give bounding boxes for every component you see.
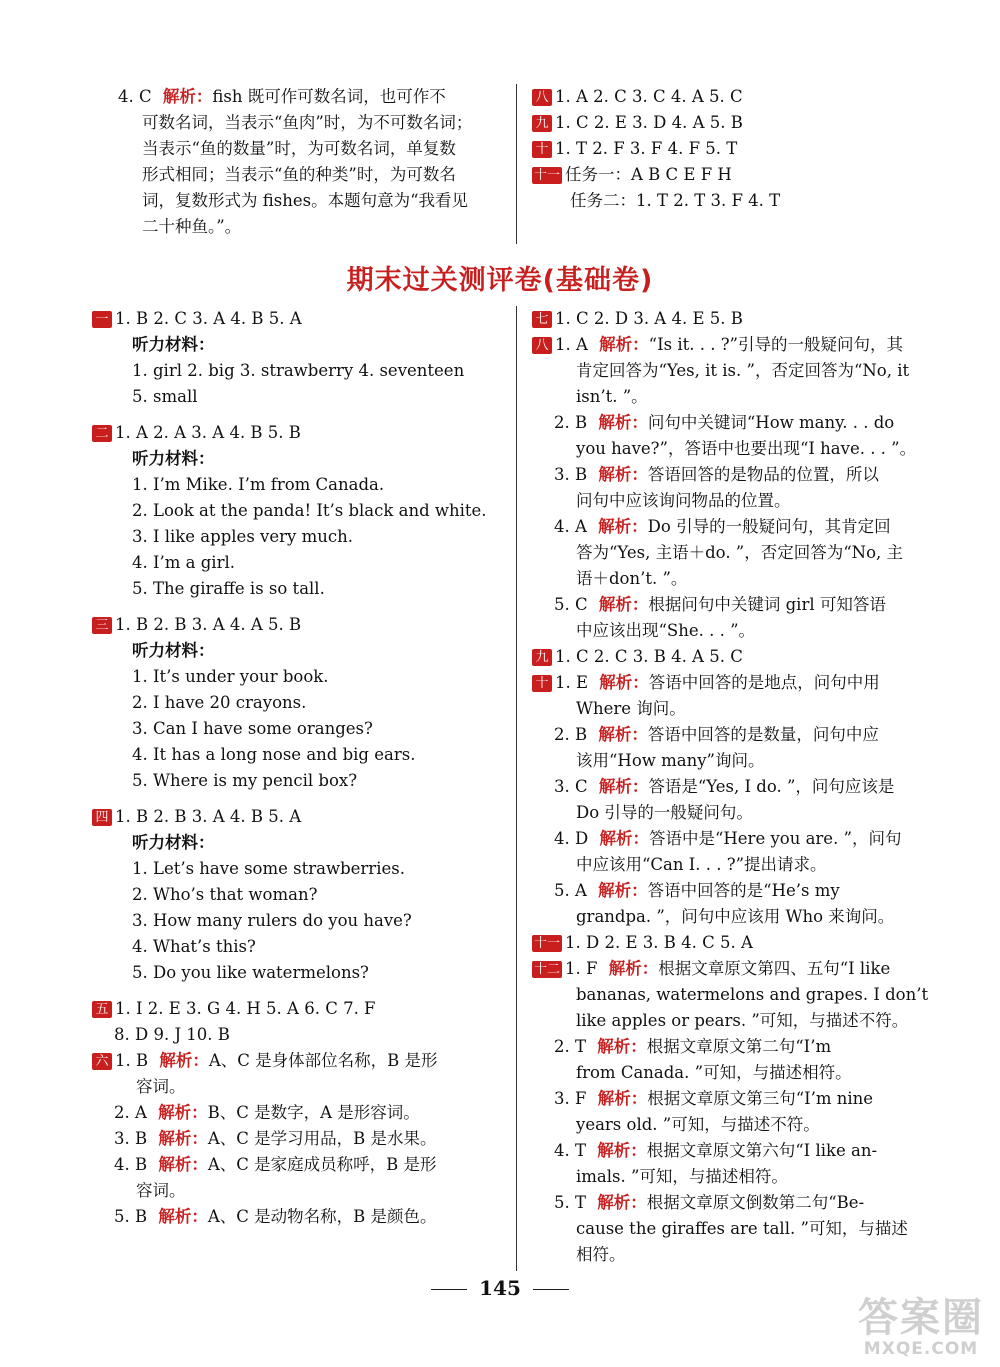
section-badge: 十一 [534, 936, 561, 951]
listening-line: 5. Do you like watermelons? [132, 963, 369, 982]
answer-row: 十 1. T 2. F 3. F 4. F 5. T [532, 136, 952, 162]
listening-line: 2. Look at the panda! It’s black and white. [132, 501, 487, 520]
answer-line: 1. D 2. E 3. B 4. C 5. A [565, 933, 753, 952]
listening-line: 4. It has a long nose and big ears. [132, 745, 416, 764]
listening-line: 1. Let’s have some strawberries. [132, 859, 405, 878]
listening-line: 3. Can I have some oranges? [132, 719, 373, 738]
right-column [532, 306, 952, 1268]
analysis-line: 可数名词，当表示“鱼肉”时，为不可数名词； [142, 113, 473, 132]
section-7 [532, 306, 952, 332]
analysis-label: 解析： [599, 673, 649, 692]
section-badge: 十二 [534, 962, 561, 977]
section-badge: 六 [92, 1053, 112, 1070]
listening-line: 5. Where is my pencil box? [132, 771, 358, 790]
answer-line: 1. I 2. E 3. G 4. H 5. A 6. C 7. F [115, 999, 376, 1018]
section-badge: 九 [532, 115, 552, 132]
listening-label: 听力材料： [132, 335, 215, 354]
listening-line: 2. Who’s that woman? [132, 885, 318, 904]
answer-line: 1. C 2. C 3. B 4. A 5. C [555, 647, 743, 666]
answer-row: 九 1. C 2. E 3. D 4. A 5. B [532, 110, 952, 136]
top-left-block [118, 84, 508, 240]
analysis-label: 解析： [158, 1207, 208, 1226]
answer-line: 1. C 2. D 3. A 4. E 5. B [555, 309, 743, 328]
section-badge: 五 [92, 1001, 112, 1018]
analysis-label: 解析： [597, 1037, 647, 1056]
analysis-label: 解析： [598, 725, 648, 744]
listening-line: 5. The giraffe is so tall. [132, 579, 325, 598]
section-9 [532, 644, 952, 670]
section-3 [92, 612, 512, 794]
section-badge: 一 [92, 311, 112, 328]
column-divider-main [516, 306, 517, 1271]
section-badge: 十 [532, 141, 552, 158]
section-12: 十二 1. F 解析：根据文章原文第四、五句“I like bananas, watermelons and grapes. I don’t like apples or pears. ”可知，与描述不符。 2. T 解析：根据文章原文第二句“I’m from Canada. ”可知，与描述相符。 3. F 解析：根据文章原文第三句“I’m nine years old. ”可知，与描述不符。 4. T 解析：根据文章原文第六句“I like an- imals. ”可知，与描述相符。 5. T 解析：根据文章原文倒数第二句“Be- cause the giraffes are tall. ”可知，与描述 相符。 [534, 959, 929, 1264]
section-badge: 二 [92, 425, 112, 442]
analysis-label: 解析： [599, 335, 649, 354]
top-right-block [532, 84, 952, 214]
listening-line: 4. What’s this? [132, 937, 256, 956]
section-6: 六 1. B 解析：A、C 是身体部位名称，B 是形 容词。 2. A 解析：B、C 是数字，A 是形容词。 3. B 解析：A、C 是学习用品，B 是水果。 4. B 解析：A、C 是家庭成员称呼，B 是形 容词。 5. B 解析：A、C 是动物名称，B 是颜色。 [92, 1048, 512, 1230]
answer-line: 1. B 2. B 3. A 4. B 5. A [115, 807, 302, 826]
analysis-label: 解析： [598, 881, 648, 900]
answer-row: 八 1. A 2. C 3. C 4. A 5. C [532, 84, 952, 110]
section-badge: 三 [92, 617, 112, 634]
section-5 [92, 996, 512, 1048]
analysis-line: 形式相同；当表示“鱼的种类”时，为可数名 [142, 165, 456, 184]
section-2 [92, 420, 512, 602]
page-number-dash [533, 1289, 569, 1290]
analysis-text: fish 既可作可数名词，也可作不 [212, 87, 446, 106]
listening-label: 听力材料： [132, 449, 215, 468]
section-8: 八 1. A 解析：“Is it. . . ?”引导的一般疑问句，其 肯定回答为“Yes, it is. ”，否定回答为“No, it isn’t. ”。 2. B 解析：问句中关键词“How many. . . do you have?”，答语中也要出现“I have. . . ”。 3. B 解析：答语回答的是物品的位置，所以 问句中应该询问物品的位置。 4. A 解析：Do 引导的一般疑问句，其肯定回 答为“Yes, 主语＋do. ”，否定回答为“No, 主 语＋don’t. ”。 5. C 解析：根据问句中关键词 girl 可知答语 中应该出现“She. . . ”。 [532, 332, 952, 644]
listening-line: 4. I’m a girl. [132, 553, 235, 572]
analysis-label: 解析： [598, 777, 649, 796]
page-title: 期末过关测评卷(基础卷) [346, 265, 654, 296]
page-number-dash [431, 1289, 467, 1290]
analysis-label: 解析： [598, 413, 648, 432]
listening-line: 2. I have 20 crayons. [132, 693, 307, 712]
analysis-label: 解析： [597, 1193, 647, 1212]
analysis-line: 当表示“鱼的数量”时，为可数名词，单复数 [142, 139, 456, 158]
analysis-label: 解析： [159, 1051, 209, 1070]
analysis-label: 解析： [597, 1089, 648, 1108]
section-4 [92, 804, 512, 986]
analysis-line: 词，复数形式为 fishes。本题句意为“我看见 [142, 191, 469, 210]
section-10: 十 1. E 解析：答语中回答的是地点，问句中用 Where 询问。 2. B 解析：答语中回答的是数量，问句中应 该用“How many”询问。 3. C 解析：答语是“Yes, I do. ”，问句应该是 Do 引导的一般疑问句。 4. D 解析：答语中是“Here you are. ”，问句 中应该用“Can I. . . ?”提出请求。 5. A 解析：答语中回答的是“He’s my grandpa. ”，问句中应该用 Who 来询问。 [532, 670, 952, 930]
column-divider-top [516, 84, 517, 244]
page-number: 145 [0, 1276, 1000, 1300]
analysis-label: 解析： [158, 1103, 208, 1122]
section-badge: 四 [92, 809, 112, 826]
item-number: 4. C [118, 87, 152, 106]
section-badge: 八 [532, 337, 552, 354]
analysis-line: 二十种鱼。”。 [142, 217, 242, 236]
analysis-label: 解析： [598, 465, 648, 484]
analysis-label: 解析： [597, 1141, 647, 1160]
answer-row: 十一 任务一：A B C E F H [534, 165, 732, 184]
section-badge: 十 [532, 675, 552, 692]
section-badge: 七 [532, 311, 552, 328]
answer-line: 1. B 2. B 3. A 4. A 5. B [115, 615, 302, 634]
answer-row: 任务二：1. T 2. T 3. F 4. T [570, 191, 781, 210]
listening-label: 听力材料： [132, 833, 215, 852]
analysis-label: 解析： [599, 829, 649, 848]
listening-line: 1. It’s under your book. [132, 667, 329, 686]
listening-line: 3. I like apples very much. [132, 527, 353, 546]
section-1 [92, 306, 512, 410]
analysis-label: 解析： [158, 1129, 208, 1148]
section-badge: 十一 [534, 168, 561, 183]
analysis-label: 解析： [608, 959, 659, 978]
answer-line: 8. D 9. J 10. B [114, 1025, 230, 1044]
listening-label: 听力材料： [132, 641, 215, 660]
section-badge: 九 [532, 649, 552, 666]
section-11 [532, 930, 952, 956]
listening-line: 5. small [132, 387, 198, 406]
watermark-logo: 答案圈 MXQE.COM [858, 1295, 984, 1359]
answer-line: 1. B 2. C 3. A 4. B 5. A [115, 309, 302, 328]
analysis-label: 解析： [158, 1155, 208, 1174]
listening-line: 1. I’m Mike. I’m from Canada. [132, 475, 385, 494]
answer-line: 1. A 2. A 3. A 4. B 5. B [115, 423, 301, 442]
section-badge: 八 [532, 89, 552, 106]
listening-line: 1. girl 2. big 3. strawberry 4. seventeen [132, 361, 465, 380]
analysis-label: 解析： [162, 87, 213, 106]
left-column [92, 306, 512, 1230]
analysis-label: 解析： [598, 595, 649, 614]
analysis-label: 解析： [598, 517, 648, 536]
listening-line: 3. How many rulers do you have? [132, 911, 412, 930]
